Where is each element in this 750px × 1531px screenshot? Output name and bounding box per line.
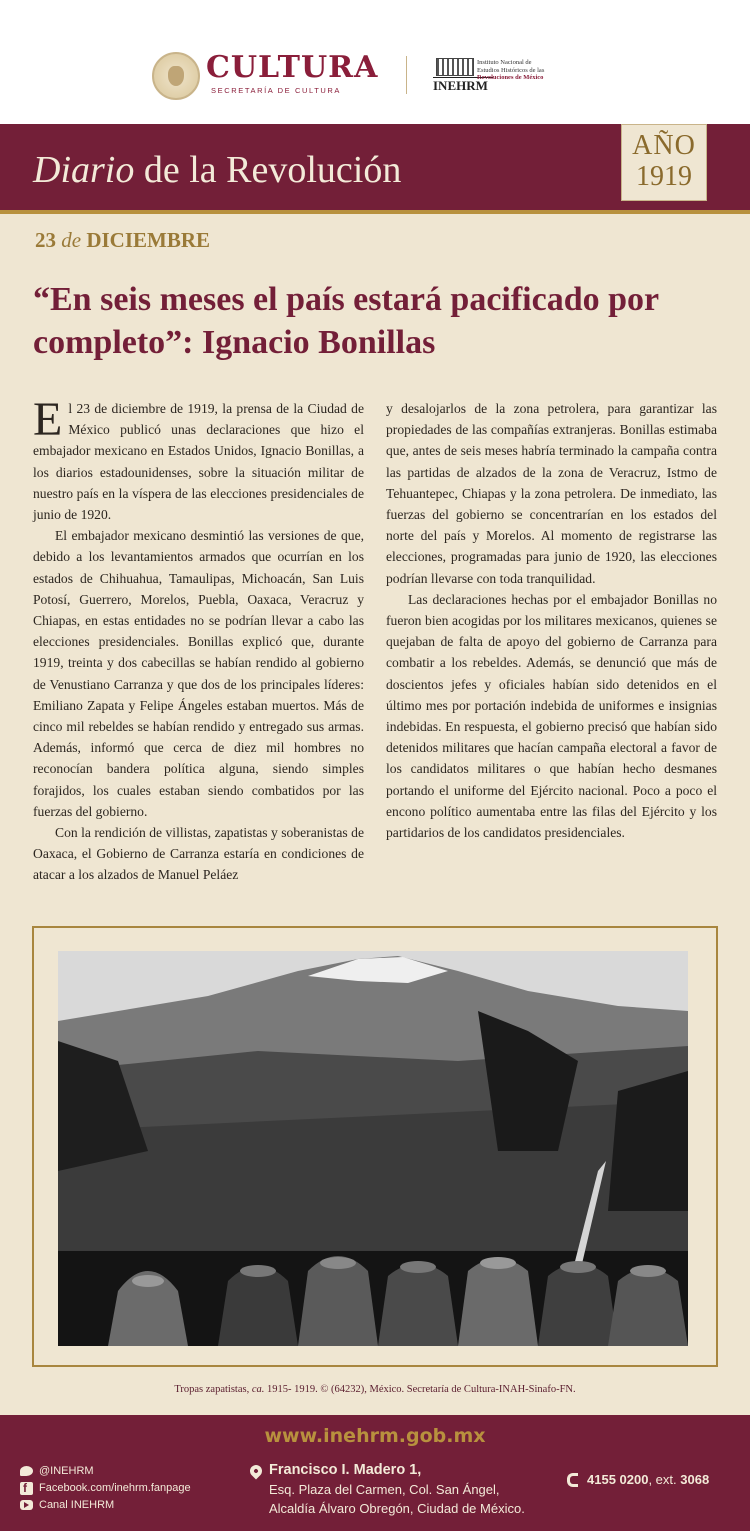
mexico-seal-icon — [152, 52, 200, 100]
paragraph: Las declaraciones hechas por el embajador Bonillas no fueron bien acogidas por los militares mexicanos, quienes se quejaban de falta de apoyo del gobierno de Carranza para combatir a los rebeldes. Además, se denunció que más de doscientos jefes y oficiales habían sido detenidos en el último mes por portación indebida de uniformes e insignias indebidas. En respuesta, el gobierno precisó que habían sido detenidos militares que hacían campaña electoral a favor de los candidatos militares o que habían hecho desmanes portando el uniforme del Ejército nacional. Poco a poco el encono político aumentaba entre las filas del Ejército y los partidarios de los candidatos presidenciales. — [386, 591, 717, 841]
twitter-icon — [20, 1466, 33, 1476]
top-header — [0, 0, 750, 124]
phone-number[interactable]: 4155 0200, ext. 3068 — [587, 1472, 710, 1487]
year-label: AÑO — [632, 130, 696, 161]
website-link[interactable]: www.inehrm.gob.mx — [264, 1425, 486, 1447]
youtube-link[interactable]: Canal INEHRM — [20, 1496, 240, 1514]
phone-icon — [567, 1473, 578, 1487]
cultura-logo-text: CULTURA — [206, 50, 379, 85]
facebook-link[interactable]: f Facebook.com/inehrm.fanpage — [20, 1479, 240, 1497]
inehrm-logo-text: INEHRM — [433, 77, 493, 94]
paragraph: y desalojarlos de la zona petrolera, para garantizar las propiedades de las compañías extranjeras. Bonillas estimaba que, antes de seis meses habría terminado la campaña contra las partidas de alzados de la zona de Veracruz, Istmo de Tehuantepec, Chiapas y la zona petrolera. De inmediato, las fuerzas del gobierno se concentrarían en los estados del norte del país y Morelos. Al momento de registrarse las elecciones, programadas para junio de 1920, las elecciones podrían llevarse con toda tranquilidad. — [386, 401, 717, 586]
address: Francisco I. Madero 1, Esq. Plaza del Carmen, Col. San Ángel, Alcaldía Álvaro Obregón, Ciudad de México. — [269, 1462, 525, 1516]
photo-caption: Tropas zapatistas, ca. 1915- 1919. © (64232), México. Secretaría de Cultura-INAH-Sinafo-FN. — [174, 1384, 576, 1395]
article-headline: “En seis meses el país estará pacificado por completo”: Ignacio Bonillas — [33, 281, 659, 361]
year-badge — [621, 124, 707, 201]
paragraph: Con la rendición de villistas, zapatistas y soberanistas de Oaxaca, el Gobierno de Carranza estaría en condiciones de atacar a los alzados de Manuel Peláez — [33, 825, 364, 883]
photo-illustration — [58, 951, 688, 1346]
publication-title: Diario de la Revolución — [33, 149, 402, 191]
drop-cap: E — [33, 393, 63, 446]
article-column-right — [386, 398, 717, 843]
paragraph: El 23 de diciembre de 1919, la prensa de la Ciudad de México publicó unas declaraciones que hizo el embajador mexicano en Estados Unidos, Ignacio Bonillas, a los diarios estadounidenses, sobre la situación militar de nuestro país en la víspera de las elecciones presidenciales de junio de 1920. — [33, 393, 364, 523]
facebook-icon — [20, 1482, 33, 1495]
cultura-subtitle: SECRETARÍA DE CULTURA — [211, 86, 342, 95]
paragraph: El embajador mexicano desmintió las versiones de que, debido a los levantamientos armados que ocurrían en los estados de Chihuahua, Tamaulipas, Michoacán, San Luis Potosí, Guerrero, Morelos, Puebla, Oaxaca, Veracruz y Chiapas, en estas entidades no se podrían llevar a cabo las elecciones presidenciales. Bonillas explicó que, durante 1919, treinta y dos cabecillas se habían rendido al gobierno de Venustiano Carranza y que dos de los principales líderes: Emiliano Zapata y Felipe Ángeles estaban muertos. Más de cinco mil rebeldes se habían rendido y entregado sus armas. Además, informó que cerca de diez mil hombres no reconocían bandera política alguna, siendo simples forajidos, los cuales estaban siendo combatidos por las fuerzas del gobierno. — [33, 528, 364, 819]
youtube-icon — [20, 1500, 33, 1510]
inehrm-description: Instituto Nacional de Estudios Históricos de las Revoluciones de México — [477, 59, 545, 81]
article-date: 23 de DICIEMBRE — [35, 228, 211, 252]
year-value: 1919 — [636, 161, 692, 192]
historical-photo — [58, 951, 688, 1346]
article-column-left — [33, 393, 364, 886]
twitter-link[interactable]: @INEHRM — [20, 1462, 240, 1480]
header-divider — [406, 56, 407, 94]
inehrm-building-icon — [436, 58, 474, 76]
